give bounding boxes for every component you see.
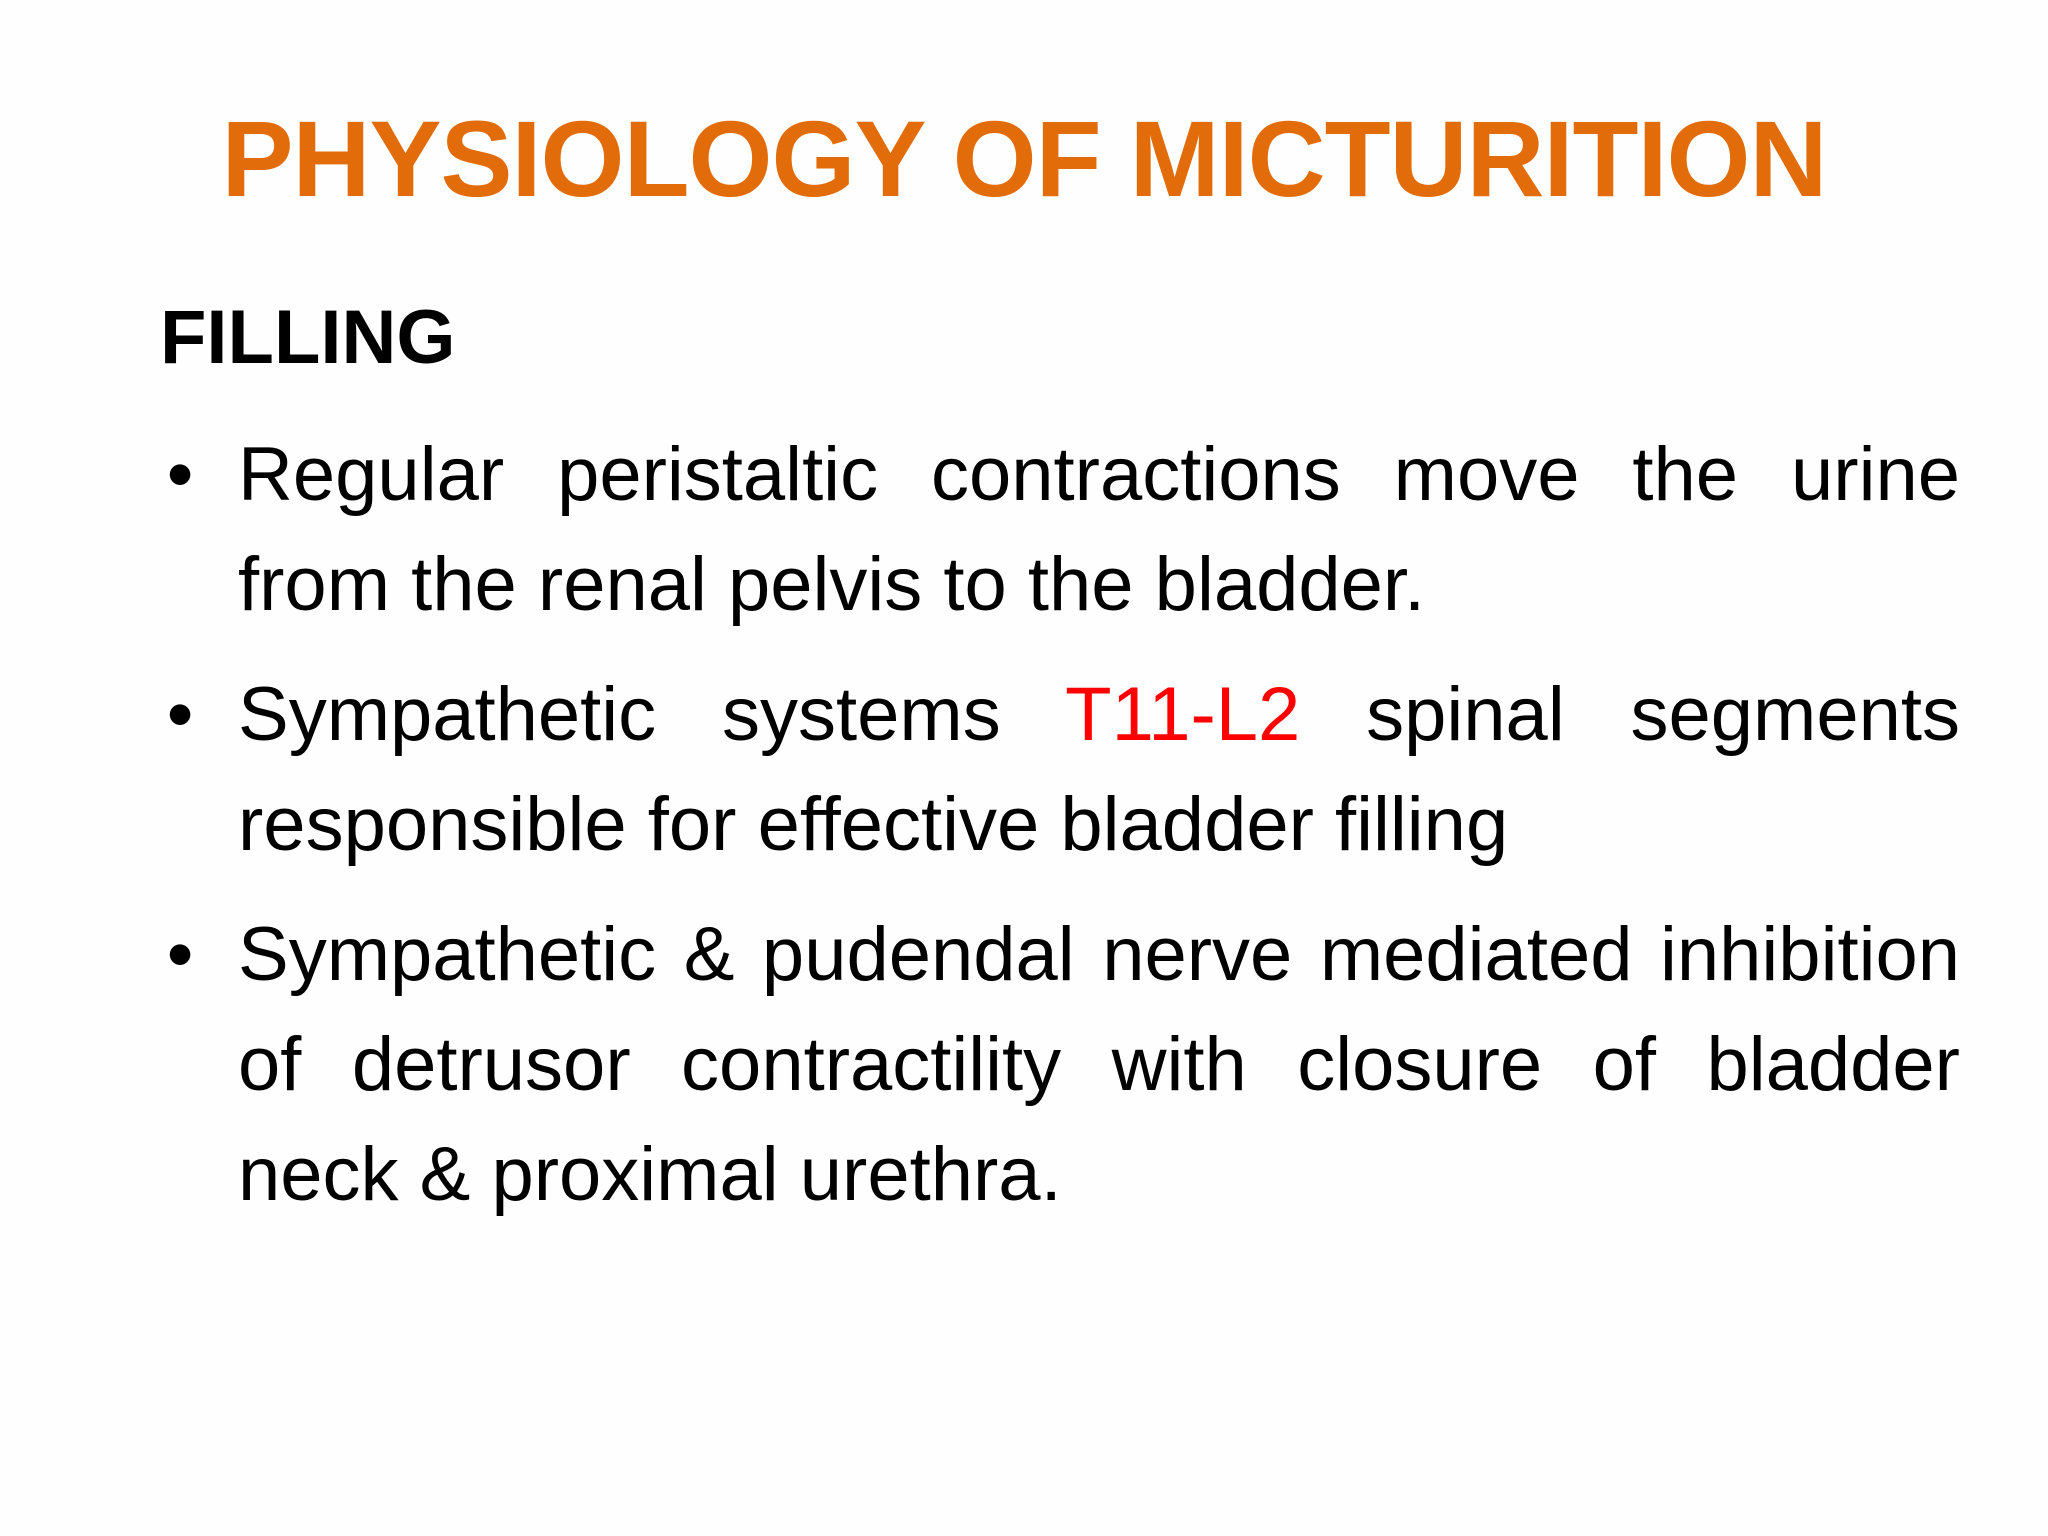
bullet-text: Regular peristaltic contractions move the urine from the renal pelvis to the bladder. — [238, 432, 1960, 627]
bullet-icon: • — [166, 672, 194, 757]
bullet-item-3 — [160, 900, 1960, 1230]
bullet-text: Sympathetic & pudendal nerve mediated inhibition of detrusor contractility with closure of bladder neck & proximal urethra. — [238, 912, 1960, 1217]
slide-title: PHYSIOLOGY OF MICTURITION — [221, 98, 1827, 219]
bullet-text: Sympathetic systems — [238, 672, 1066, 757]
bullet-text-continued: spinal segments responsible for effective bladder filling — [238, 672, 1961, 867]
bullet-icon: • — [166, 912, 194, 997]
bullet-list — [160, 420, 1960, 1250]
section-heading: FILLING — [160, 295, 456, 380]
bullet-icon: • — [166, 432, 194, 517]
bullet-item-2 — [160, 660, 1960, 880]
bullet-item-1 — [160, 420, 1960, 640]
highlighted-segment-label: T11-L2 — [1065, 672, 1301, 757]
